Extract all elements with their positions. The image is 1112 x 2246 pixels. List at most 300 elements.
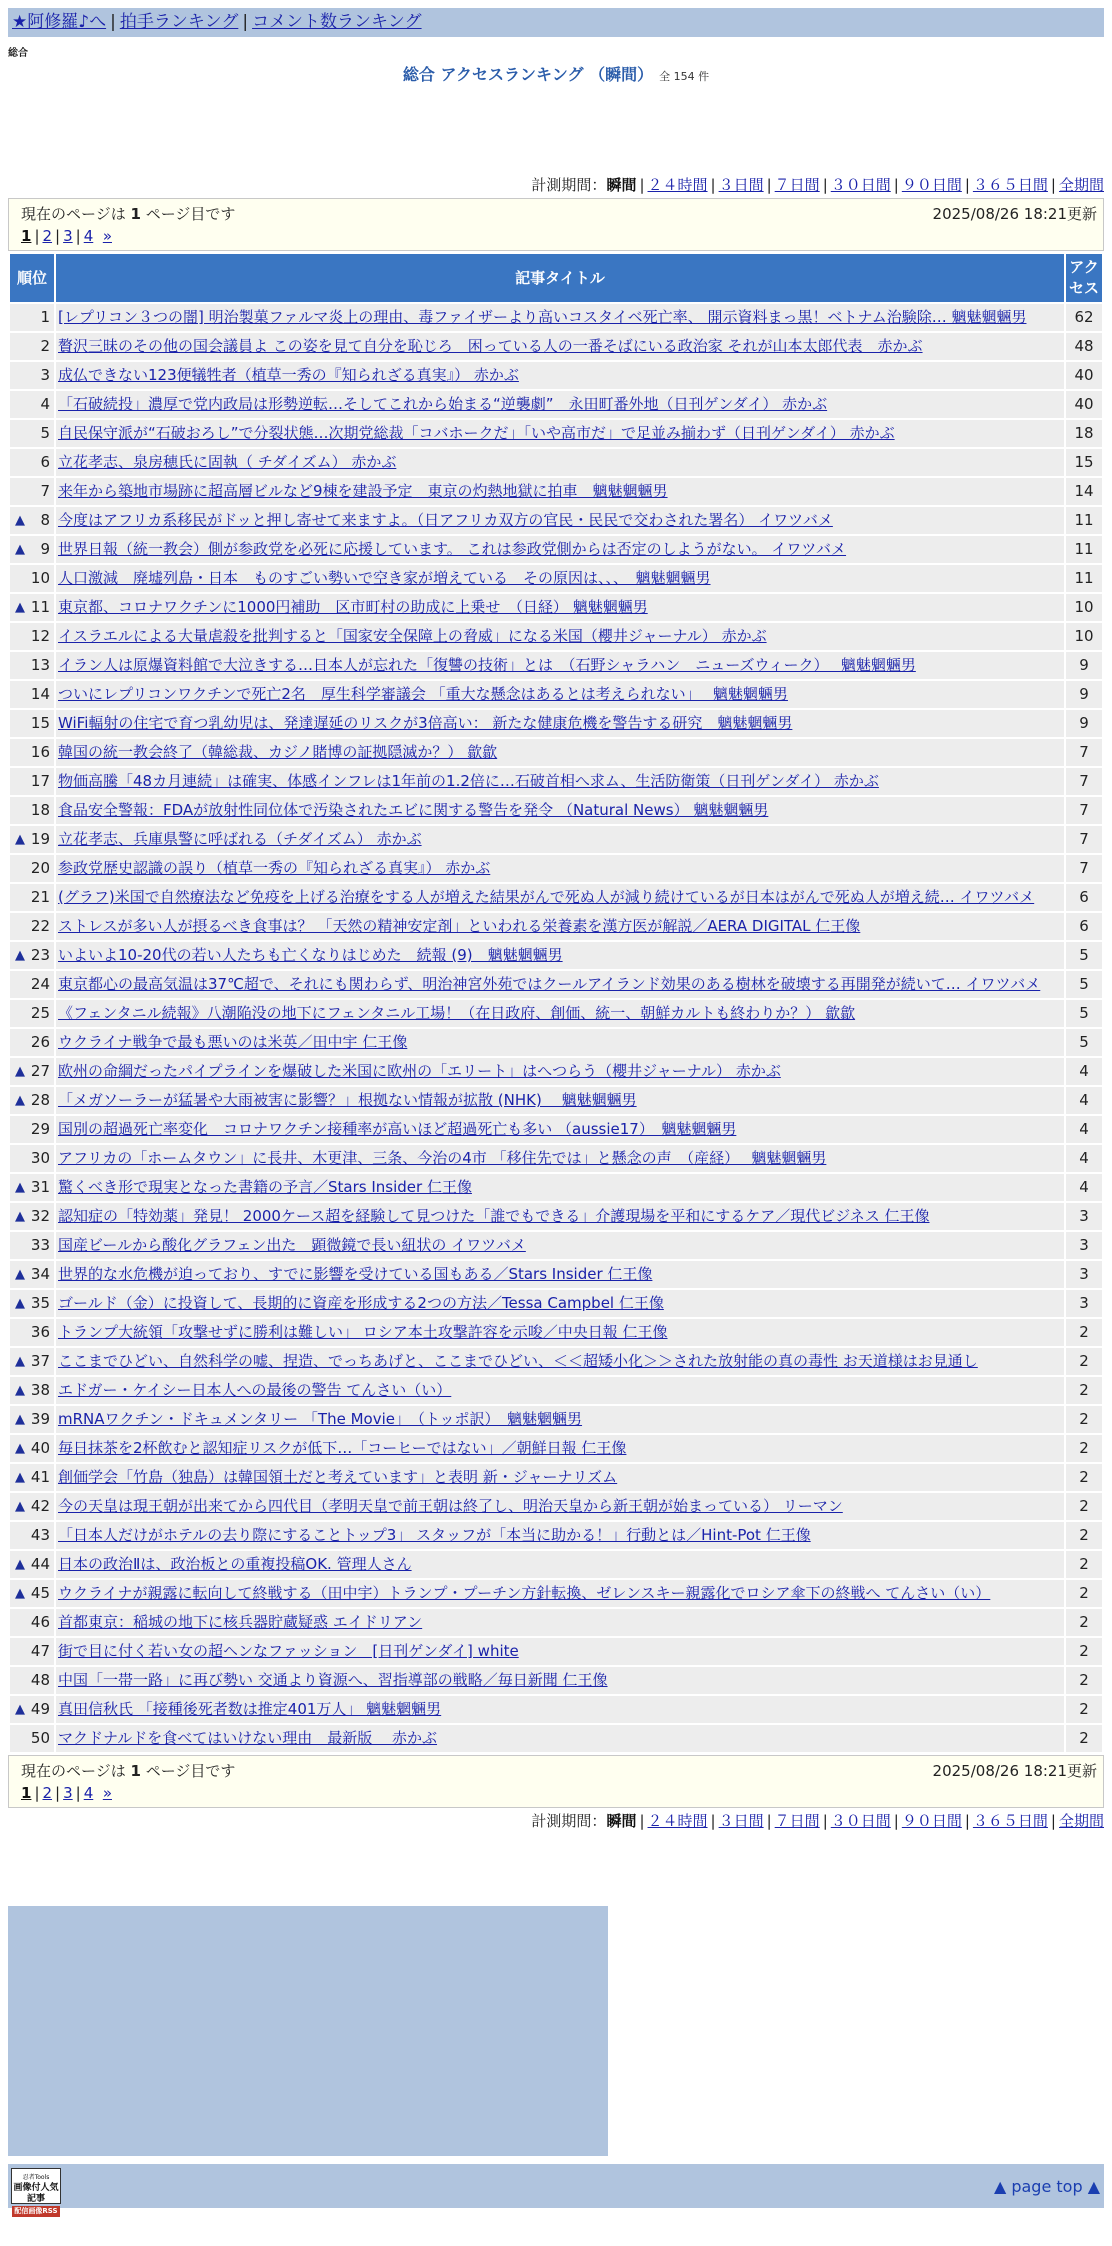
period-option-link[interactable]: ９０日間 — [901, 176, 962, 194]
table-row — [10, 1290, 1102, 1317]
article-title-link[interactable]: 毎日抹茶を2杯飲むと認知症リスクが低下…「コーヒーではない」／朝鮮日報 仁王像 — [58, 1439, 627, 1457]
separator: | — [242, 12, 249, 32]
period-option-link[interactable]: ９０日間 — [901, 1812, 962, 1830]
title-cell — [56, 1580, 1064, 1607]
separator: | — [893, 176, 899, 194]
title-cell — [56, 1667, 1064, 1694]
title-cell — [56, 623, 1064, 650]
rank-number: 30 — [30, 1149, 50, 1167]
rank-cell — [10, 1145, 54, 1172]
article-title-link[interactable]: ここまでひどい、自然科学の嘘、捏造、でっちあげと、ここまでひどい、＜＜超矮小化＞＞された放射能の真の毒性 お天道様はお見通し — [58, 1352, 978, 1370]
period-label: 計測期間： — [531, 176, 607, 194]
title-cell — [56, 1319, 1064, 1346]
rank-number: 46 — [30, 1613, 50, 1631]
pager-text — [21, 1762, 235, 1780]
rank-number: 19 — [30, 830, 50, 848]
rank-cell — [10, 1435, 54, 1462]
article-title-link[interactable]: 今の天皇は現王朝が出来てから四代目（孝明天皇で前王朝は終了し、明治天皇から新王朝が始まっている） リーマン — [58, 1497, 843, 1515]
updated-time: 2025/08/26 18:21更新 — [932, 1762, 1097, 1780]
rank-cell — [10, 1580, 54, 1607]
access-count: 2 — [1066, 1551, 1102, 1578]
ranking-table-body — [10, 304, 1102, 1752]
separator: | — [710, 176, 716, 194]
rank-number: 18 — [30, 801, 50, 819]
table-row — [10, 1174, 1102, 1201]
access-count: 4 — [1066, 1058, 1102, 1085]
title-cell — [56, 1493, 1064, 1520]
article-title-link[interactable]: (グラフ)米国で自然療法など免疫を上げる治療をする人が増えた結果がんで死ぬ人が減り続けているが日本はがんで死ぬ人が増え続… イワツバメ — [58, 888, 1035, 906]
access-count: 14 — [1066, 478, 1102, 505]
pager-suffix: ページ目です — [140, 1762, 236, 1780]
rank-cell — [10, 1000, 54, 1027]
article-title-link[interactable]: 東京都、コロナワクチンに1000円補助 区市町村の助成に上乗せ （日経） 魑魅魍魎男 — [58, 598, 648, 616]
article-title-link[interactable]: 立花孝志、兵庫県警に呼ばれる（チダイズム） 赤かぶ — [58, 830, 422, 848]
title-cell — [56, 1435, 1064, 1462]
period-option-link[interactable]: ７日間 — [774, 176, 820, 194]
table-row — [10, 1696, 1102, 1723]
article-title-link[interactable]: 韓国の統一教会終了（韓総裁、カジノ賭博の証拠隠滅か？） 歙歙 — [58, 743, 498, 761]
separator: | — [766, 1812, 772, 1830]
table-row — [10, 1087, 1102, 1114]
next-page-link[interactable]: » — [102, 1784, 112, 1802]
article-title-link[interactable]: 来年から築地市場跡に超高層ビルなど9棟を建設予定 東京の灼熱地獄に拍車 魑魅魍魎男 — [58, 482, 668, 500]
title-cell — [56, 391, 1064, 418]
rank-number: 26 — [30, 1033, 50, 1051]
rank-number: 22 — [30, 917, 50, 935]
period-option-link[interactable]: ３６５日間 — [972, 1812, 1048, 1830]
access-count: 2 — [1066, 1319, 1102, 1346]
rank-up-arrow-icon: ▲ — [15, 1412, 25, 1427]
separator: | — [639, 1812, 645, 1830]
access-count: 11 — [1066, 507, 1102, 534]
access-count: 2 — [1066, 1638, 1102, 1665]
access-count: 7 — [1066, 855, 1102, 882]
title-cell — [56, 1290, 1064, 1317]
article-title-link[interactable]: イラン人は原爆資料館で大泣きする…日本人が忘れた「復讐の技術」とは （石野シャラハン ニューズウィーク） 魑魅魍魎男 — [58, 656, 916, 674]
total-count: 全 154 件 — [659, 70, 710, 83]
period-option-link[interactable]: ２４時間 — [647, 176, 708, 194]
access-count: 5 — [1066, 1029, 1102, 1056]
logo-rss-text: 配信画像RSS — [12, 2206, 60, 2217]
access-count: 9 — [1066, 710, 1102, 737]
article-title-link[interactable]: 物価高騰「48カ月連続」は確実、体感インフレは1年前の1.2倍に…石破首相へ求ム、生活防衛策（日刊ゲンダイ） 赤かぶ — [58, 772, 879, 790]
title-cell — [56, 507, 1064, 534]
rank-up-arrow-icon: ▲ — [15, 1064, 25, 1079]
article-title-link[interactable]: マクドナルドを食べてはいけない理由 最新版 赤かぶ — [58, 1729, 438, 1747]
article-title-link[interactable]: 「メガソーラーが猛暑や大雨被害に影響？」根拠ない情報が拡散 (NHK) 魑魅魍魎男 — [58, 1091, 637, 1109]
table-row — [10, 855, 1102, 882]
separator: | — [75, 227, 81, 245]
rank-number: 14 — [30, 685, 50, 703]
table-header-row — [10, 254, 1102, 302]
rank-cell — [10, 1261, 54, 1288]
ranking-table — [8, 252, 1104, 1754]
rank-number: 35 — [30, 1294, 50, 1312]
access-count: 10 — [1066, 594, 1102, 621]
access-count: 2 — [1066, 1696, 1102, 1723]
article-title-link[interactable]: 人口激減 廃墟列島・日本 ものすごい勢いで空き家が増えている その原因は、、、 魑魅魍魎男 — [58, 569, 711, 587]
table-row — [10, 884, 1102, 911]
rank-up-arrow-icon: ▲ — [15, 1557, 25, 1572]
access-count: 9 — [1066, 681, 1102, 708]
title-cell — [56, 1406, 1064, 1433]
table-row — [10, 623, 1102, 650]
rank-cell — [10, 797, 54, 824]
title-cell — [56, 565, 1064, 592]
top-nav-bar — [8, 8, 1104, 37]
access-count: 7 — [1066, 768, 1102, 795]
rank-number: 34 — [30, 1265, 50, 1283]
rank-cell — [10, 768, 54, 795]
rank-cell — [10, 449, 54, 476]
table-row — [10, 1522, 1102, 1549]
logo-main-text: 画像付人気記事 — [13, 2183, 59, 2204]
rank-cell — [10, 1058, 54, 1085]
logo-top-text: 忍者Tools — [22, 2174, 50, 2181]
title-cell — [56, 942, 1064, 969]
title-cell — [56, 420, 1064, 447]
rank-cell — [10, 478, 54, 505]
title-cell — [56, 1087, 1064, 1114]
table-row — [10, 942, 1102, 969]
access-count: 4 — [1066, 1087, 1102, 1114]
title-cell — [56, 913, 1064, 940]
rank-cell — [10, 1087, 54, 1114]
table-row — [10, 449, 1102, 476]
rank-number: 48 — [30, 1671, 50, 1689]
separator: | — [34, 227, 40, 245]
article-title-link[interactable]: ストレスが多い人が摂るべき食事は？ 「天然の精神安定剤」といわれる栄養素を漢方医が解説／AERA DIGITAL 仁王像 — [58, 917, 861, 935]
page-link[interactable]: 2 — [42, 1784, 53, 1802]
article-title-link[interactable]: エドガー・ケイシー日本人への最後の警告 てんさい（い） — [58, 1381, 452, 1399]
rank-number: 23 — [30, 946, 50, 964]
article-title-link[interactable]: WiFi輻射の住宅で育つ乳幼児は、発達遅延のリスクが3倍高い： 新たな健康危機を警告する研究 魑魅魍魎男 — [58, 714, 793, 732]
rank-number: 20 — [30, 859, 50, 877]
page-link[interactable]: 4 — [83, 227, 94, 245]
article-title-link[interactable]: mRNAワクチン・ドキュメンタリー 「The Movie」 （トッポ訳） 魑魅魍魎男 — [58, 1410, 583, 1428]
article-title-link[interactable]: 日本の政治Ⅱは、政治板との重複投稿OK. 管理人さん — [58, 1555, 412, 1573]
page-link[interactable]: 2 — [42, 227, 53, 245]
rank-number: 29 — [30, 1120, 50, 1138]
period-option-link[interactable]: ３６５日間 — [972, 176, 1048, 194]
ninja-tools-logo[interactable] — [11, 2168, 61, 2215]
rank-cell — [10, 507, 54, 534]
table-row — [10, 507, 1102, 534]
access-count: 3 — [1066, 1232, 1102, 1259]
separator: | — [55, 1784, 61, 1802]
pager-current-num: 1 — [130, 1762, 141, 1780]
table-row — [10, 1058, 1102, 1085]
title-cell — [56, 1348, 1064, 1375]
table-row — [10, 797, 1102, 824]
table-row — [10, 1261, 1102, 1288]
title-cell — [56, 1464, 1064, 1491]
separator: | — [893, 1812, 899, 1830]
rank-up-arrow-icon: ▲ — [15, 1093, 25, 1108]
article-title-link[interactable]: 街で目に付く若い女の超ヘンなファッション [日刊ゲンダイ] white — [58, 1642, 519, 1660]
rank-up-arrow-icon: ▲ — [15, 1296, 25, 1311]
rank-number: 11 — [30, 598, 50, 616]
table-row — [10, 1203, 1102, 1230]
table-row — [10, 1348, 1102, 1375]
access-count: 2 — [1066, 1493, 1102, 1520]
article-title-link[interactable]: 東京都心の最高気温は37℃超で、それにも関わらず、明治神宮外苑ではクールアイランド効果のある樹林を破壊する再開発が続いて… イワツバメ — [58, 975, 1041, 993]
article-title-link[interactable]: アフリカの「ホームタウン」に長井、木更津、三条、今治の4市 「移住先では」と懸念の声 （産経） 魑魅魍魎男 — [58, 1149, 827, 1167]
rank-cell — [10, 1406, 54, 1433]
rank-number: 21 — [30, 888, 50, 906]
article-title-link[interactable]: ついにレプリコンワクチンで死亡2名 厚生科学審議会 「重大な懸念はあるとは考えられない」 魑魅魍魎男 — [58, 685, 788, 703]
rank-up-arrow-icon: ▲ — [15, 1441, 25, 1456]
table-row — [10, 1609, 1102, 1636]
rank-cell — [10, 391, 54, 418]
article-title-link[interactable]: 欧州の命綱だったパイプラインを爆破した米国に欧州の「エリート」はへつらう（櫻井ジャーナル） 赤かぶ — [58, 1062, 781, 1080]
rank-number: 3 — [40, 366, 50, 384]
pager-suffix: ページ目です — [140, 205, 236, 223]
page-link[interactable]: 3 — [63, 1784, 73, 1802]
article-title-link[interactable]: 創価学会「竹島（独島）は韓国領土だと考えています」と表明 新・ジャーナリズム — [58, 1468, 618, 1486]
period-option-link[interactable]: 全期間 — [1058, 1812, 1104, 1830]
separator: | — [964, 1812, 970, 1830]
table-row — [10, 304, 1102, 331]
period-option-link[interactable]: ３０日間 — [830, 1812, 891, 1830]
article-title-link[interactable]: 首都東京：稲城の地下に核兵器貯蔵疑惑 エイドリアン — [58, 1613, 423, 1631]
access-count: 4 — [1066, 1174, 1102, 1201]
table-row — [10, 768, 1102, 795]
period-option-link[interactable]: ２４時間 — [647, 1812, 708, 1830]
rank-number: 5 — [40, 424, 50, 442]
article-title-link[interactable]: イスラエルによる大量虐殺を批判すると「国家安全保障上の脅威」になる米国（櫻井ジャーナル） 赤かぶ — [58, 627, 767, 645]
access-count: 15 — [1066, 449, 1102, 476]
article-title-link[interactable]: 国産ビールから酸化グラフェン出た 顕微鏡で長い紐状の イワツバメ — [58, 1236, 526, 1254]
access-count: 2 — [1066, 1667, 1102, 1694]
period-option-link[interactable]: ３日間 — [718, 1812, 764, 1830]
title-cell — [56, 768, 1064, 795]
page-top-link[interactable]: ▲ page top ▲ — [993, 2177, 1100, 2196]
title-cell — [56, 333, 1064, 360]
title-cell — [56, 884, 1064, 911]
rank-up-arrow-icon: ▲ — [15, 542, 25, 557]
article-title-link[interactable]: 贅沢三昧のその他の国会議員よ この姿を見て自分を恥じろ 困っている人の一番そばにいる政治家 それが山本太郎代表 赤かぶ — [58, 337, 923, 355]
pager-bottom — [8, 1755, 1104, 1808]
header-title: 記事タイトル — [56, 254, 1064, 302]
header-access: アクセス — [1066, 254, 1102, 302]
rank-number: 32 — [30, 1207, 50, 1225]
rank-up-arrow-icon: ▲ — [15, 1209, 25, 1224]
rank-cell — [10, 913, 54, 940]
table-row — [10, 1377, 1102, 1404]
rank-up-arrow-icon: ▲ — [15, 1180, 25, 1195]
rank-number: 1 — [40, 308, 50, 326]
title-cell — [56, 1232, 1064, 1259]
title-cell — [56, 1116, 1064, 1143]
title-cell — [56, 1725, 1064, 1752]
article-title-link[interactable]: ウクライナが親露に転向して終戦する（田中宇）トランプ・プーチン方針転換、ゼレンスキー親露化でロシア傘下の終戦へ てんさい（い） — [58, 1584, 991, 1602]
title-cell — [56, 594, 1064, 621]
page-link[interactable]: 4 — [83, 1784, 94, 1802]
access-count: 10 — [1066, 623, 1102, 650]
rank-cell — [10, 565, 54, 592]
article-title-link[interactable]: 認知症の「特効薬」発見！ 2000ケース超を経験して見つけた「誰でもできる」介護現場を平和にするケア／現代ビジネス 仁王像 — [58, 1207, 930, 1225]
table-row — [10, 971, 1102, 998]
access-count: 48 — [1066, 333, 1102, 360]
separator: | — [822, 1812, 828, 1830]
category-label: 総合 — [8, 48, 28, 59]
rank-number: 7 — [40, 482, 50, 500]
article-title-link[interactable]: 《フェンタニル続報》八潮陥没の地下にフェンタニル工場！（在日政府、創価、統一、朝鮮カルトも終わりか？） 歙歙 — [58, 1004, 856, 1022]
access-count: 7 — [1066, 739, 1102, 766]
separator: | — [766, 176, 772, 194]
rank-cell — [10, 1667, 54, 1694]
article-title-link[interactable]: 立花孝志、泉房穂氏に固執（ チダイズム） 赤かぶ — [58, 453, 397, 471]
rank-cell — [10, 1029, 54, 1056]
title-cell — [56, 681, 1064, 708]
article-title-link[interactable]: 世界日報（統一教会）側が参政党を必死に応援しています。 これは参政党側からは否定のしようがない。 イワツバメ — [58, 540, 847, 558]
access-count: 2 — [1066, 1348, 1102, 1375]
pager-text — [21, 205, 235, 223]
access-count: 11 — [1066, 565, 1102, 592]
header-rank: 順位 — [10, 254, 54, 302]
rank-cell — [10, 652, 54, 679]
period-label: 計測期間： — [531, 1812, 607, 1830]
rank-number: 28 — [30, 1091, 50, 1109]
table-row — [10, 1000, 1102, 1027]
access-count: 2 — [1066, 1609, 1102, 1636]
title-cell — [56, 1203, 1064, 1230]
period-option-link[interactable]: 全期間 — [1058, 176, 1104, 194]
article-title-link[interactable]: 驚くべき形で現実となった書籍の予言／Stars Insider 仁王像 — [58, 1178, 472, 1196]
article-title-link[interactable]: 中国「一帯一路」に再び勢い 交通より資源へ、習指導部の戦略／毎日新聞 仁王像 — [58, 1671, 608, 1689]
rank-number: 4 — [40, 395, 50, 413]
title-cell — [56, 304, 1064, 331]
access-count: 9 — [1066, 652, 1102, 679]
period-option-link[interactable]: ３日間 — [718, 176, 764, 194]
rank-number: 42 — [30, 1497, 50, 1515]
title-cell — [56, 362, 1064, 389]
title-cell — [56, 797, 1064, 824]
rank-cell — [10, 1174, 54, 1201]
title-cell — [56, 1000, 1064, 1027]
access-count: 18 — [1066, 420, 1102, 447]
page-title-text: 総合 アクセスランキング （瞬間） — [402, 65, 654, 84]
table-row — [10, 362, 1102, 389]
access-count: 7 — [1066, 826, 1102, 853]
rank-number: 13 — [30, 656, 50, 674]
rank-up-arrow-icon: ▲ — [15, 1499, 25, 1514]
rank-number: 8 — [40, 511, 50, 529]
article-title-link[interactable]: 成仏できない123便犠牲者（植草一秀の『知られざる真実』） 赤かぶ — [58, 366, 519, 384]
rank-cell — [10, 333, 54, 360]
article-title-link[interactable]: トランプ大統領「攻撃せずに勝利は難しい」 ロシア本土攻撃許容を示唆／中央日報 仁王像 — [58, 1323, 668, 1341]
table-row — [10, 739, 1102, 766]
page-link[interactable]: 3 — [63, 227, 73, 245]
access-count: 4 — [1066, 1116, 1102, 1143]
rank-cell — [10, 971, 54, 998]
period-option-link[interactable]: ３０日間 — [830, 176, 891, 194]
table-row — [10, 391, 1102, 418]
rank-cell — [10, 826, 54, 853]
table-row — [10, 710, 1102, 737]
title-cell — [56, 710, 1064, 737]
article-title-link[interactable]: 真田信秋氏 「接種後死者数は推定401万人」 魑魅魍魎男 — [58, 1700, 442, 1718]
rank-cell — [10, 1348, 54, 1375]
rank-up-arrow-icon: ▲ — [15, 1383, 25, 1398]
title-cell — [56, 1058, 1064, 1085]
rank-up-arrow-icon: ▲ — [15, 513, 25, 528]
title-cell — [56, 1029, 1064, 1056]
article-title-link[interactable]: 「石破続投」濃厚で党内政局は形勢逆転…そしてこれから始まる“逆襲劇” 永田町番外地（日刊ゲンダイ） 赤かぶ — [58, 395, 828, 413]
access-count: 2 — [1066, 1522, 1102, 1549]
access-count: 40 — [1066, 391, 1102, 418]
rank-number: 10 — [30, 569, 50, 587]
rank-cell — [10, 594, 54, 621]
rank-number: 39 — [30, 1410, 50, 1428]
rank-number: 31 — [30, 1178, 50, 1196]
separator: | — [75, 1784, 81, 1802]
rank-up-arrow-icon: ▲ — [15, 1470, 25, 1485]
rank-number: 33 — [30, 1236, 50, 1254]
rank-cell — [10, 1290, 54, 1317]
separator: | — [964, 176, 970, 194]
access-count: 6 — [1066, 913, 1102, 940]
rank-cell — [10, 420, 54, 447]
article-title-link[interactable]: 自民保守派が“石破おろし”で分裂状態…次期党総裁「コバホークだ」「いや高市だ」で足並み揃わず（日刊ゲンダイ） 赤かぶ — [58, 424, 895, 442]
rank-number: 15 — [30, 714, 50, 732]
rank-cell — [10, 884, 54, 911]
updated-time: 2025/08/26 18:21更新 — [932, 205, 1097, 223]
access-count: 2 — [1066, 1377, 1102, 1404]
clap-ranking-link[interactable]: 拍手ランキング — [119, 12, 239, 32]
table-row — [10, 1406, 1102, 1433]
table-row — [10, 826, 1102, 853]
rank-cell — [10, 623, 54, 650]
period-option-link[interactable]: ７日間 — [774, 1812, 820, 1830]
rank-cell — [10, 1696, 54, 1723]
article-title-link[interactable]: 「日本人だけがホテルの去り際にすることトップ3」 スタッフが「本当に助かる！」行動とは／Hint-Pot 仁王像 — [58, 1526, 811, 1544]
table-row — [10, 478, 1102, 505]
article-title-link[interactable]: [レプリコン３つの闇] 明治製菓ファルマ炎上の理由、毒ファイザーより高いコスタイベ死亡率、 開示資料まっ黒！ベトナム治験除… 魑魅魍魎男 — [58, 308, 1027, 326]
rank-number: 9 — [40, 540, 50, 558]
article-title-link[interactable]: いよいよ10-20代の若い人たちも亡くなりはじめた 続報 (9) 魑魅魍魎男 — [58, 946, 563, 964]
access-count: 3 — [1066, 1290, 1102, 1317]
home-link[interactable]: ★阿修羅♪へ — [12, 12, 107, 32]
rank-number: 50 — [30, 1729, 50, 1747]
rank-cell — [10, 942, 54, 969]
article-title-link[interactable]: 今度はアフリカ系移民がドッと押し寄せて来ますよ。（日アフリカ双方の官民・民民で交わされた署名） イワツバメ — [58, 511, 833, 529]
article-title-link[interactable]: ゴールド（金）に投資して、長期的に資産を形成する2つの方法／Tessa Campbel 仁王像 — [58, 1294, 664, 1312]
article-title-link[interactable]: 食品安全警報：FDAが放射性同位体で汚染されたエビに関する警告を発令 （Natural News） 魑魅魍魎男 — [58, 801, 769, 819]
title-cell — [56, 1551, 1064, 1578]
article-title-link[interactable]: 世界的な水危機が迫っており、すでに影響を受けている国もある／Stars Insider 仁王像 — [58, 1265, 653, 1283]
table-row — [10, 1725, 1102, 1752]
separator: | — [110, 12, 116, 32]
access-count: 62 — [1066, 304, 1102, 331]
next-page-link[interactable]: » — [102, 227, 112, 245]
table-row — [10, 1145, 1102, 1172]
article-title-link[interactable]: ウクライナ戦争で最も悪いのは米英／田中宇 仁王像 — [58, 1033, 408, 1051]
table-row — [10, 1464, 1102, 1491]
separator: | — [1050, 1812, 1056, 1830]
rank-up-arrow-icon: ▲ — [15, 1702, 25, 1717]
article-title-link[interactable]: 参政党歴史認識の誤り（植草一秀の『知られざる真実』） 赤かぶ — [58, 859, 491, 877]
rank-number: 12 — [30, 627, 50, 645]
table-row — [10, 681, 1102, 708]
ad-placeholder — [8, 1906, 608, 2156]
table-row — [10, 565, 1102, 592]
comment-ranking-link[interactable]: コメント数ランキング — [252, 12, 422, 32]
article-title-link[interactable]: 国別の超過死亡率変化 コロナワクチン接種率が高いほど超過死亡も多い （aussie17） 魑魅魍魎男 — [58, 1120, 737, 1138]
page-title — [0, 62, 1112, 85]
rank-cell — [10, 1377, 54, 1404]
